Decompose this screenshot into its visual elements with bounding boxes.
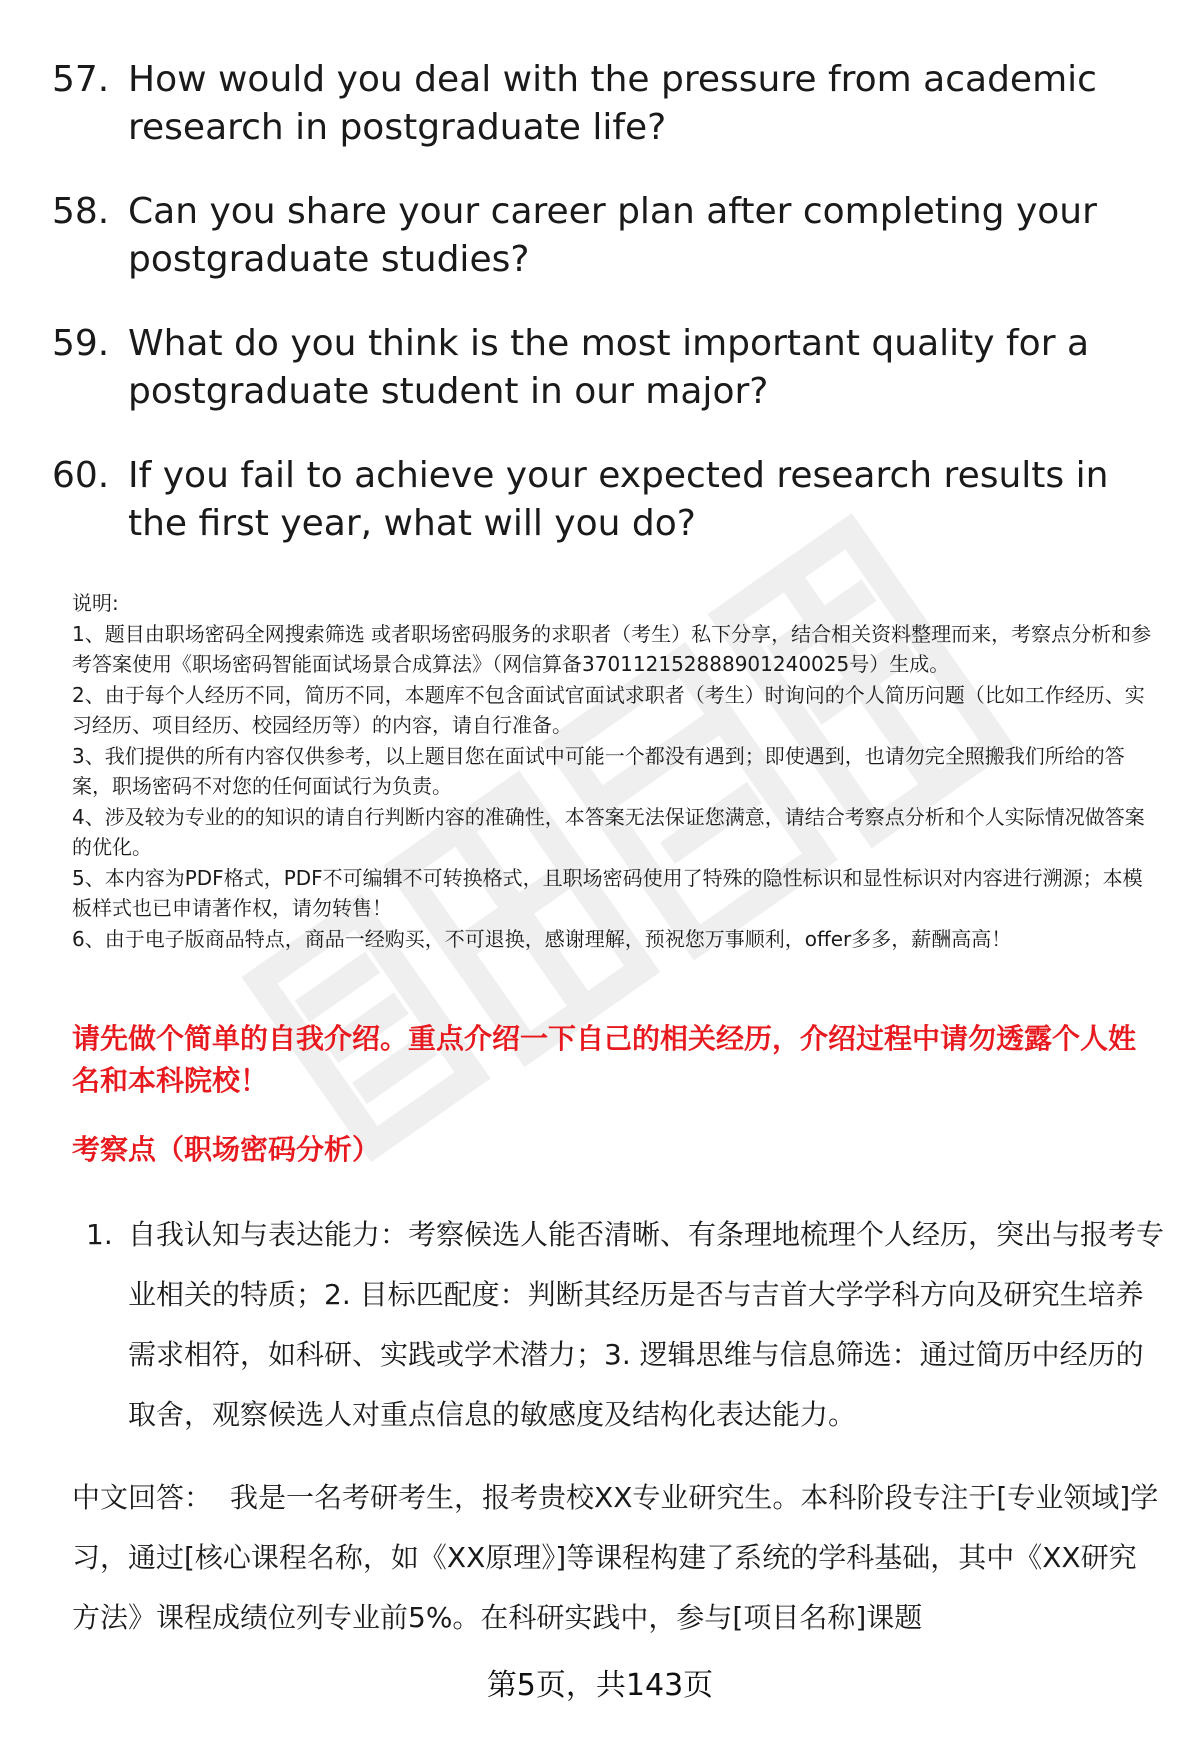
question-item	[52, 188, 1152, 284]
analysis-heading: 考察点（职场密码分析）	[72, 1133, 381, 1166]
question-number: 58.	[52, 191, 110, 232]
analysis-points	[86, 1205, 1166, 1445]
question-number: 57.	[52, 59, 110, 100]
notes-section	[72, 588, 1162, 954]
analysis-number: 1.	[86, 1218, 113, 1251]
question-number: 59.	[52, 323, 110, 364]
answer-text: 我是一名考研考生，报考贵校XX专业研究生。本科阶段专注于[专业领域]学习，通过[核心课程名称，如《XX原理》]等课程构建了系统的学科基础，其中《XX研究方法》课程成绩位列专业前5%。在科研实践中，参与[项目名称]课题	[72, 1481, 1159, 1634]
page-footer: 第5页，共143页	[486, 1668, 714, 1703]
answer-label: 中文回答：	[72, 1481, 213, 1514]
answer-section	[72, 1468, 1162, 1648]
question-text: What do you think is the most important quality for a postgraduate student in our major?	[128, 323, 1090, 412]
question-text: If you fail to achieve your expected research results in the first year, what will you do?	[128, 455, 1109, 544]
question-item	[52, 452, 1152, 548]
note-item: 6、由于电子版商品特点，商品一经购买，不可退换，感谢理解，预祝您万事顺利，offer多多，薪酬高高！	[72, 926, 1012, 951]
interview-question-title: 请先做个简单的自我介绍。重点介绍一下自己的相关经历，介绍过程中请勿透露个人姓名和本科院校！	[72, 1022, 1137, 1097]
note-item: 3、我们提供的所有内容仅供参考，以上题目您在面试中可能一个都没有遇到；即使遇到，也请勿完全照搬我们所给的答案，职场密码不对您的任何面试行为负责。	[72, 743, 1125, 798]
question-number: 60.	[52, 455, 110, 496]
note-item: 2、由于每个人经历不同，简历不同，本题库不包含面试官面试求职者（考生）时询问的个人简历问题（比如工作经历、实习经历、项目经历、校园经历等）的内容，请自行准备。	[72, 682, 1145, 737]
question-text: Can you share your career plan after completing your postgraduate studies?	[128, 191, 1097, 280]
note-item: 4、涉及较为专业的的知识的请自行判断内容的准确性，本答案无法保证您满意，请结合考察点分析和个人实际情况做答案的优化。	[72, 804, 1145, 859]
note-item: 5、本内容为PDF格式，PDF不可编辑不可转换格式，且职场密码使用了特殊的隐性标识和显性标识对内容进行溯源；本模板样式也已申请著作权，请勿转售！	[72, 865, 1143, 920]
question-text: How would you deal with the pressure from academic research in postgraduate life?	[128, 59, 1097, 148]
question-item	[52, 320, 1152, 416]
question-item	[52, 56, 1152, 152]
question-list	[52, 56, 1152, 584]
note-item: 1、题目由职场密码全网搜索筛选 或者职场密码服务的求职者（考生）私下分享，结合相关资料整理而来，考察点分析和参考答案使用《职场密码智能面试场景合成算法》（网信算备370112152888901240025号）生成。	[72, 621, 1152, 676]
notes-heading: 说明:	[72, 591, 119, 615]
analysis-text: 自我认知与表达能力：考察候选人能否清晰、有条理地梳理个人经历，突出与报考专业相关的特质；2. 目标匹配度：判断其经历是否与吉首大学学科方向及研究生培养需求相符，如科研、实践或学术潜力；3. 逻辑思维与信息筛选：通过简历中经历的取舍，观察候选人对重点信息的敏感度及结构化表达能力。	[128, 1218, 1165, 1431]
